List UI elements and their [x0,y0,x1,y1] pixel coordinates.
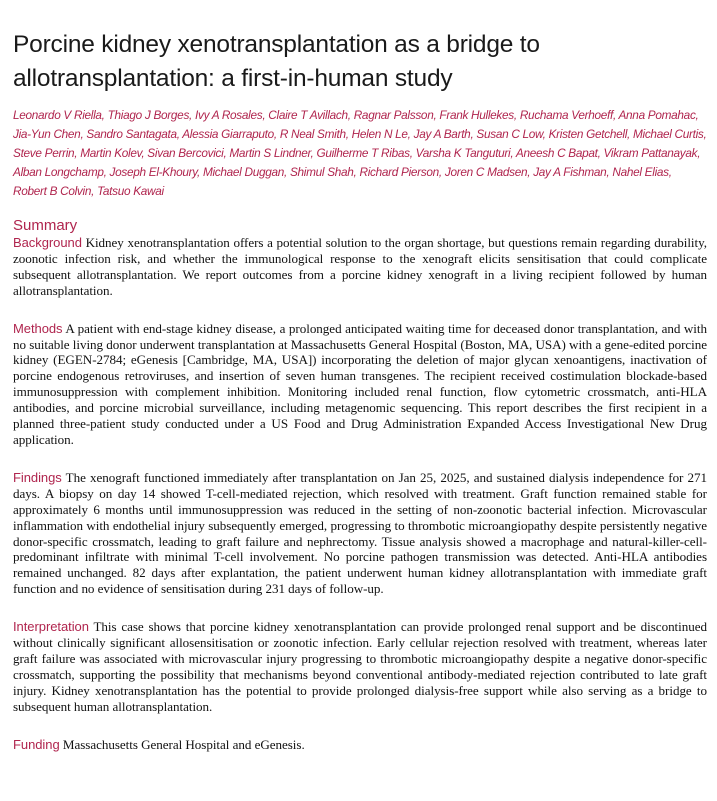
interpretation-text: This case shows that porcine kidney xenotransplantation can provide prolonged renal support and be discontinued without clinically significant allosensitisation or zoonotic infection. Early cellular rejection resolved with treatment, whereas later graft failure was associated with microvascular injury progressing to thrombotic microangiopathy despite a negative donor-specific crossmatch, supporting the possibility that mechanisms beyond conventional antibody-mediated rejection contributed to late graft injury. Kidney xenotransplantation has the potential to provide prolonged dialysis-free support while also serving as a bridge to subsequent human allotransplantation. [13,619,707,714]
methods-section [13,321,707,448]
background-label: Background [13,235,82,250]
author-list: Leonardo V Riella, Thiago J Borges, Ivy A Rosales, Claire T Avillach, Ragnar Palsson, Frank Hullekes, Ruchama Verhoeff, Anna Pomahac, Jia-Yun Chen, Sandro Santagata, Alessia Giarraputo, R Neal Smith, Helen N Le, Jay A Barth, Susan C Low, Kristen Getchell, Michael Curtis, Steve Perrin, Martin Kolev, Sivan Bercovici, Martin S Lindner, Guilherme T Ribas, Varsha K Tanguturi, Aneesh C Bapat, Vikram Pattanayak, Alban Longchamp, Joseph El-Khoury, Michael Duggan, Shimul Shah, Richard Pierson, Joren C Madsen, Jay A Fishman, Nahel Elias, Robert B Colvin, Tatsuo Kawai [13,108,707,198]
background-section [13,235,707,299]
findings-label: Findings [13,469,62,485]
summary-heading: Summary [13,217,78,234]
background-text: Kidney xenotransplantation offers a potential solution to the organ shortage, but questions remain regarding durability, zoonotic infection risk, and whether the immunological response to the xenograft elicits sensitisation that could complicate subsequent allotransplantation. We report outcomes from a porcine kidney xenograft in a living recipient followed by human allotransplantation. [13,235,707,298]
funding-label: Funding [13,736,60,752]
funding-section [13,737,707,753]
interpretation-label: Interpretation [13,619,89,635]
findings-text: The xenograft functioned immediately after transplantation on Jan 25, 2025, and sustained dialysis independence for 271 days. A biopsy on day 14 showed T-cell-mediated rejection, which resolved with treatment. Graft function remained stable for approximately 6 months until immunosuppression was reduced in the setting of non-zoonotic bacterial infection. Microvascular inflammation with endothelial injury subsequently emerged, progressing to thrombotic microangiopathy despite persistently negative donor-specific crossmatch, leading to graft failure and nephrectomy. Tissue analysis showed a macrophage and natural-killer-cell-predominant infiltrate with minimal T-cell involvement. No porcine pathogen transmission was detected. Anti-HLA antibodies remained unchanged. 82 days after explantation, the patient underwent human kidney allotransplantation with immediate graft function and no evidence of sensitisation during 231 days of follow-up. [13,469,707,597]
methods-text: A patient with end-stage kidney disease, a prolonged anticipated waiting time for deceased donor transplantation, and with no suitable living donor underwent transplantation at Massachusetts General Hospital (Boston, MA, USA) with a gene-edited porcine kidney (EGEN-2784; eGenesis [Cambridge, MA, USA]) incorporating the deletion of major glycan xenoantigens, inactivation of porcine endogenous retroviruses, and insertion of seven human transgenes. The recipient received costimulation blockade-based immunosuppression with complement inhibition. Monitoring included renal function, flow cytometric crossmatch, anti-HLA antibodies, and porcine microbial surveillance, including metagenomic sequencing. This report describes the first recipient in a planned three-patient study conducted under a US Food and Drug Administration Expanded Access Investigational New Drug application. [13,320,707,447]
article-title: Porcine kidney xenotransplantation as a bridge to allotransplantation: a first-in-human study [13,31,540,92]
funding-text: Massachusetts General Hospital and eGenesis. [62,736,305,752]
findings-section [13,470,707,597]
interpretation-section [13,619,707,714]
methods-label: Methods [13,320,63,336]
